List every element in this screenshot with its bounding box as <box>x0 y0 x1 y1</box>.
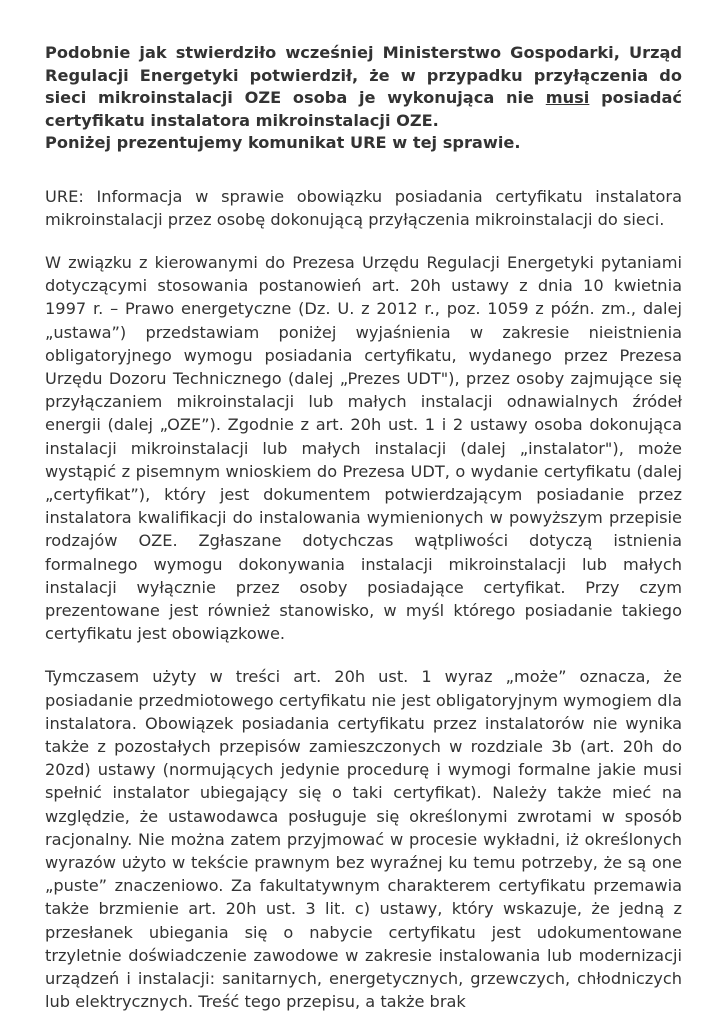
lead-text-part1: Podobnie jak stwierdziło wcześniej Ministerstwo Gospodarki, Urząd Regulacji Energetyki potwierdził, że w przypadku przyłączenia do sieci mikroinstalacji OZE osoba je wykonująca nie <box>45 43 682 107</box>
lead-text-part2: posiadać certyfikatu instalatora mikroinstalacji OZE. <box>45 88 682 130</box>
lead-text-line2: Poniżej prezentujemy komunikat URE w tej sprawie. <box>45 133 521 152</box>
document-page <box>45 42 682 1013</box>
paragraph-body-1: W związku z kierowanymi do Prezesa Urzędu Regulacji Energetyki pytaniami dotyczącymi stosowania postanowień art. 20h ustawy z dnia 10 kwietnia 1997 r. – Prawo energetyczne (Dz. U. z 2012 r., poz. 1059 z późn. zm., dalej „ustawa”) przedstawiam poniżej wyjaśnienia w zakresie nieistnienia obligatoryjnego wymogu posiadania certyfikatu, wydanego przez Prezesa Urzędu Dozoru Technicznego (dalej „Prezes UDT"), przez osoby zajmujące się przyłączaniem mikroinstalacji lub małych instalacji odnawialnych źródeł energii (dalej „OZE”). Zgodnie z art. 20h ust. 1 i 2 ustawy osoba dokonująca instalacji mikroinstalacji lub małych instalacji (dalej „instalator"), może wystąpić z pisemnym wnioskiem do Prezesa UDT, o wydanie certyfikatu (dalej „certyfikat”), który jest dokumentem potwierdzającym posiadanie przez instalatora kwalifikacji do instalowania wymienionych w powyższym przepisie rodzajów OZE. Zgłaszane dotychczas wątpliwości dotyczą istnienia formalnego wymogu dokonywania instalacji mikroinstalacji lub małych instalacji wyłącznie przez osoby posiadające certyfikat. Przy czym prezentowane jest również stanowisko, w myśl którego posiadanie takiego certyfikatu jest obowiązkowe. <box>45 252 682 644</box>
lead-summary <box>45 42 682 155</box>
lead-underlined-word: musi <box>545 88 590 107</box>
paragraph-body-2: Tymczasem użyty w treści art. 20h ust. 1 wyraz „może” oznacza, że posiadanie przedmiotowego certyfikatu nie jest obligatoryjnym wymogiem dla instalatora. Obowiązek posiadania certyfikatu przez instalatorów nie wynika także z pozostałych przepisów zamieszczonych w rozdziale 3b (art. 20h do 20zd) ustawy (normujących jedynie procedurę i wymogi formalne jakie musi spełnić instalator ubiegający się o taki certyfikat). Należy także mieć na względzie, że ustawodawca posługuje się określonymi zwrotami w sposób racjonalny. Nie można zatem przyjmować w procesie wykładni, iż określonych wyrazów użyto w tekście prawnym bez wyraźnej ku temu potrzeby, że są one „puste” znaczeniowo. Za fakultatywnym charakterem certyfikatu przemawia także brzmienie art. 20h ust. 3 lit. c) ustawy, który wskazuje, że jedną z przesłanek ubiegania się o nabycie certyfikatu jest udokumentowane trzyletnie doświadczenie zawodowe w zakresie instalowania lub modernizacji urządzeń i instalacji: sanitarnych, energetycznych, grzewczych, chłodniczych lub elektrycznych. Treść tego przepisu, a także brak <box>45 667 682 1012</box>
paragraph-title: URE: Informacja w sprawie obowiązku posiadania certyfikatu instalatora mikroinstalacji przez osobę dokonującą przyłączenia mikroinstalacji do sieci. <box>45 186 682 229</box>
